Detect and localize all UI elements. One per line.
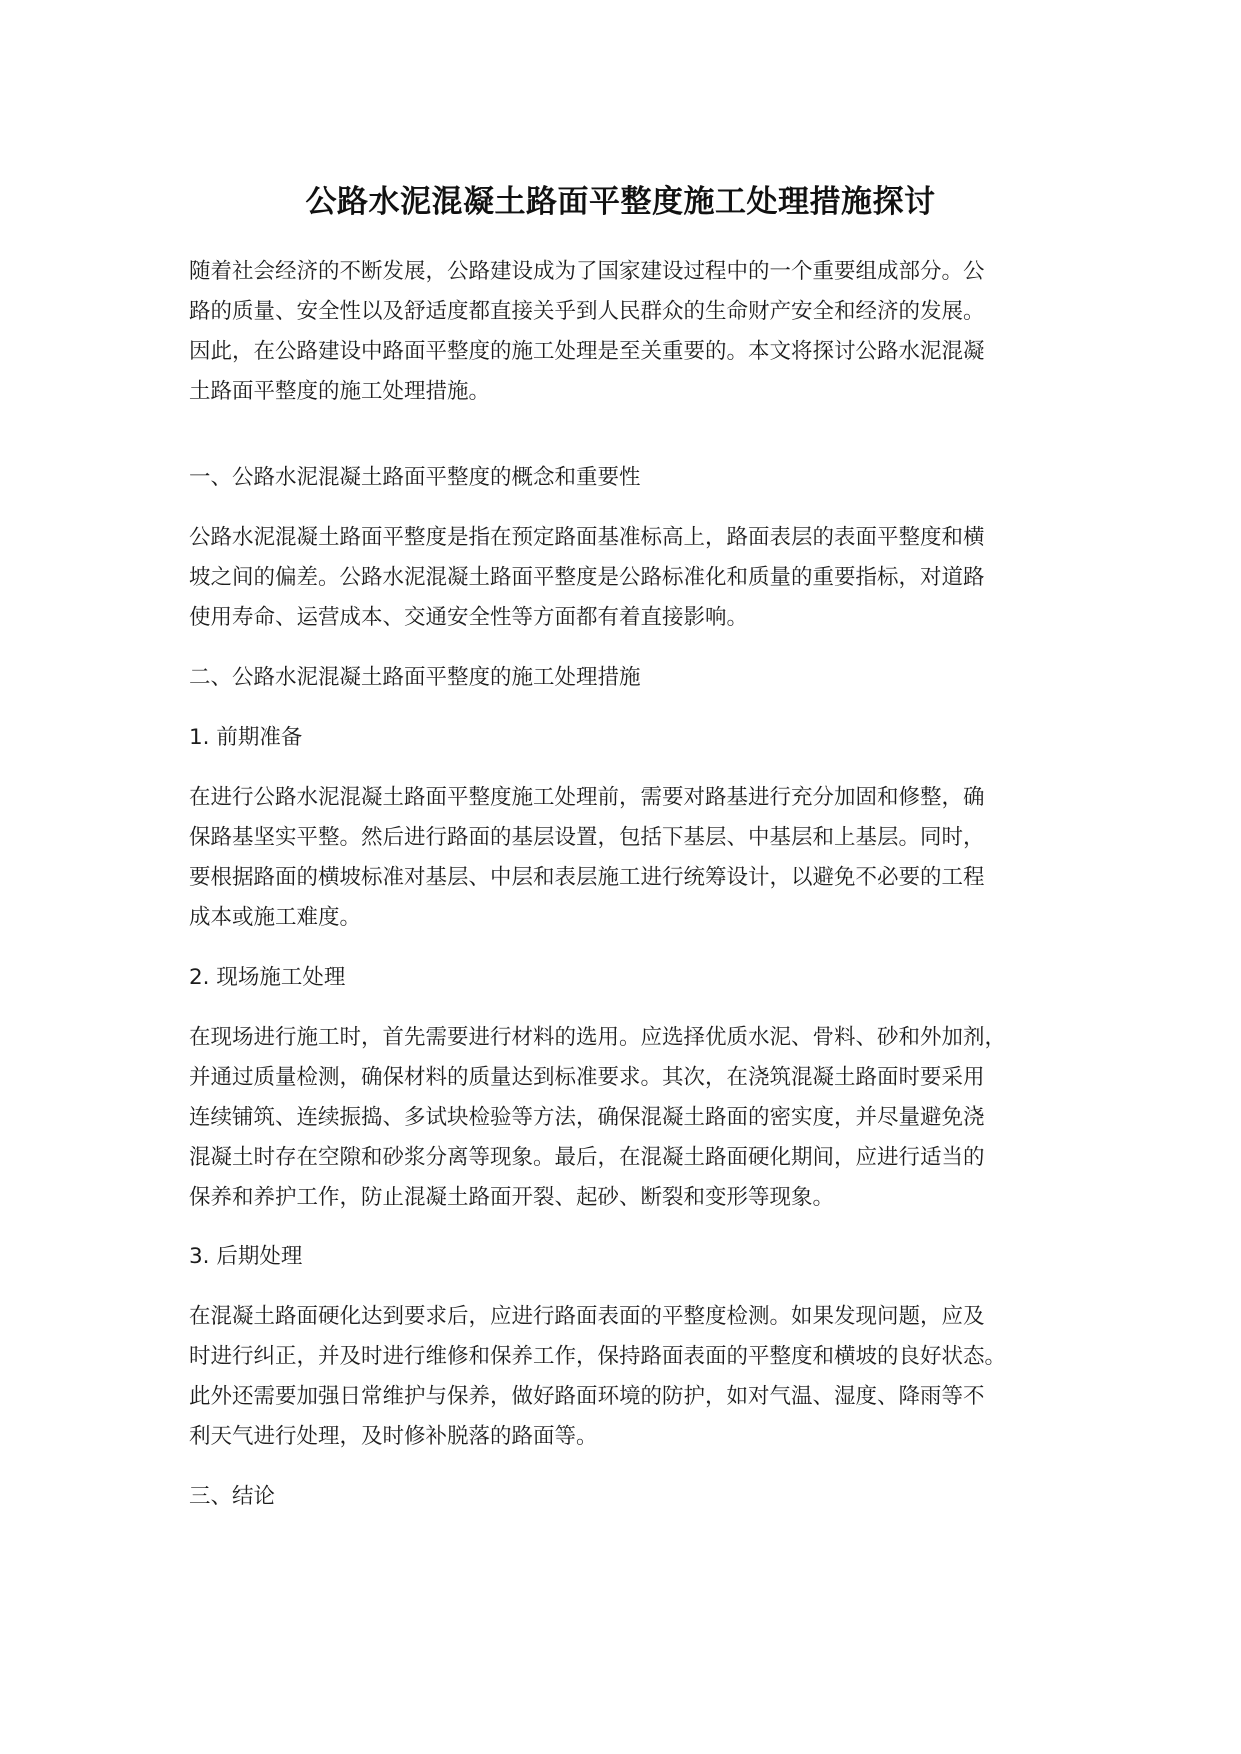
sub2-paragraph: [189, 1018, 1069, 1218]
text-line: 在进行公路水泥混凝土路面平整度施工处理前，需要对路基进行充分加固和修整，确: [189, 785, 985, 810]
text-line: 土路面平整度的施工处理措施。: [189, 379, 491, 404]
section1-paragraph: [189, 518, 1069, 638]
text-line: 时进行纠正，并及时进行维修和保养工作，保持路面表面的平整度和横坡的良好状态。: [189, 1344, 1007, 1369]
text-line: 因此，在公路建设中路面平整度的施工处理是至关重要的。本文将探讨公路水泥混凝: [189, 339, 985, 364]
text-line: 此外还需要加强日常维护与保养，做好路面环境的防护，如对气温、湿度、降雨等不: [189, 1384, 985, 1409]
section2-heading: 二、公路水泥混凝土路面平整度的施工处理措施: [189, 665, 641, 690]
section1-heading: 一、公路水泥混凝土路面平整度的概念和重要性: [189, 465, 641, 490]
text-line: 使用寿命、运营成本、交通安全性等方面都有着直接影响。: [189, 605, 749, 630]
text-line: 混凝土时存在空隙和砂浆分离等现象。最后，在混凝土路面硬化期间，应进行适当的: [189, 1145, 985, 1170]
text-line: 成本或施工难度。: [189, 905, 362, 930]
sub3-heading: 3. 后期处理: [189, 1244, 303, 1269]
text-line: 随着社会经济的不断发展，公路建设成为了国家建设过程中的一个重要组成部分。公: [189, 259, 985, 284]
text-line: 利天气进行处理，及时修补脱落的路面等。: [189, 1424, 598, 1449]
text-line: 要根据路面的横坡标准对基层、中层和表层施工进行统筹设计，以避免不必要的工程: [189, 865, 985, 890]
text-line: 保养和养护工作，防止混凝土路面开裂、起砂、断裂和变形等现象。: [189, 1185, 835, 1210]
sub2-heading: 2. 现场施工处理: [189, 965, 346, 990]
text-line: 在现场进行施工时，首先需要进行材料的选用。应选择优质水泥、骨料、砂和外加剂，: [189, 1025, 1007, 1050]
text-line: 坡之间的偏差。公路水泥混凝土路面平整度是公路标准化和质量的重要指标，对道路: [189, 565, 985, 590]
text-line: 公路水泥混凝土路面平整度是指在预定路面基准标高上，路面表层的表面平整度和横: [189, 525, 985, 550]
sub1-heading: 1. 前期准备: [189, 725, 303, 750]
text-line: 在混凝土路面硬化达到要求后，应进行路面表面的平整度检测。如果发现问题，应及: [189, 1304, 985, 1329]
text-line: 路的质量、安全性以及舒适度都直接关乎到人民群众的生命财产安全和经济的发展。: [189, 299, 985, 324]
section3-heading: 三、结论: [189, 1484, 276, 1509]
text-line: 保路基坚实平整。然后进行路面的基层设置，包括下基层、中基层和上基层。同时，: [189, 825, 985, 850]
text-line: 并通过质量检测，确保材料的质量达到标准要求。其次，在浇筑混凝土路面时要采用: [189, 1065, 985, 1090]
document-title: 公路水泥混凝土路面平整度施工处理措施探讨: [305, 184, 936, 220]
intro-paragraph: [189, 252, 1069, 412]
sub3-paragraph: [189, 1297, 1069, 1457]
text-line: 连续铺筑、连续振捣、多试块检验等方法，确保混凝土路面的密实度，并尽量避免浇: [189, 1105, 985, 1130]
sub1-paragraph: [189, 778, 1069, 938]
